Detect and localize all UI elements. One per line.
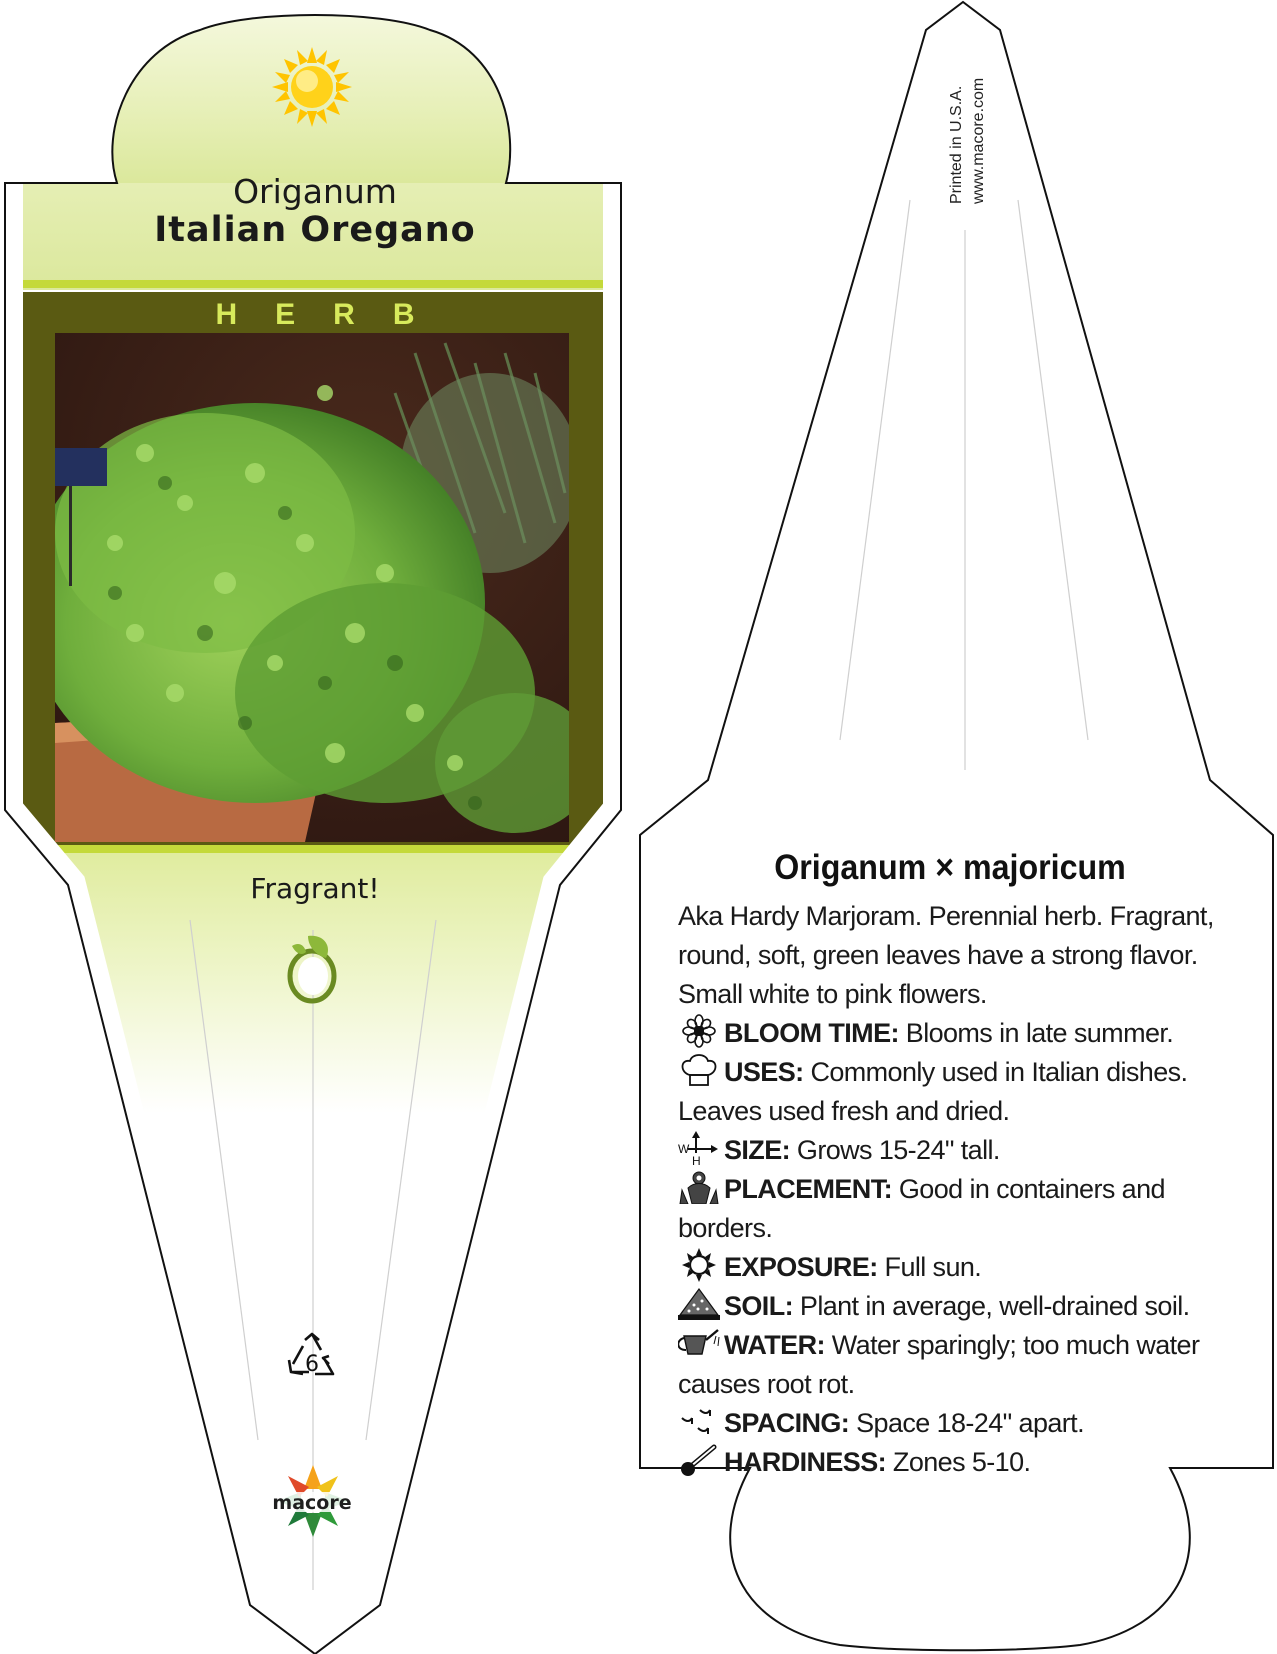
edible-herb-icon <box>284 932 344 1004</box>
feature-text: Grows 15-24" tall. <box>796 1135 1000 1165</box>
watering-can-icon <box>678 1326 720 1360</box>
printed-credit <box>946 78 990 204</box>
feature-exposure <box>678 1248 1244 1287</box>
size-icon <box>678 1131 720 1165</box>
feature-text: Zones 5-10. <box>892 1447 1031 1477</box>
printed-in-usa: Printed in U.S.A. <box>948 85 965 204</box>
feature-label: SPACING: <box>724 1408 850 1438</box>
plant-tagline: Fragrant! <box>250 872 380 905</box>
plant-genus: Origanum <box>233 172 397 211</box>
website-url: www.macore.com <box>970 77 987 204</box>
feature-label: PLACEMENT: <box>724 1174 892 1204</box>
feature-label: BLOOM TIME: <box>724 1018 899 1048</box>
feature-label: SOIL: <box>724 1291 793 1321</box>
size-height-letter: H <box>692 1154 701 1165</box>
feature-soil <box>678 1287 1244 1326</box>
feature-text: Water sparingly; too much water causes root rot. <box>678 1330 1200 1399</box>
feature-size <box>678 1131 1244 1170</box>
feature-text: Good in containers and borders. <box>678 1174 1165 1243</box>
feature-text: Plant in average, well-drained soil. <box>799 1291 1190 1321</box>
feature-bloom-time <box>678 1014 1244 1053</box>
flower-icon <box>678 1014 720 1048</box>
feature-hardiness <box>678 1443 1244 1482</box>
feature-spacing <box>678 1404 1244 1443</box>
feature-label: HARDINESS: <box>724 1447 887 1477</box>
feature-label: USES: <box>724 1057 804 1087</box>
care-info <box>678 897 1244 1482</box>
feature-text: Full sun. <box>884 1252 982 1282</box>
feature-label: WATER: <box>724 1330 825 1360</box>
feature-water <box>678 1326 1244 1404</box>
plant-common-name: Italian Oregano <box>154 210 476 250</box>
chef-hat-icon <box>678 1053 720 1087</box>
brand-logo-text: macore <box>272 1492 352 1514</box>
feature-text: Space 18-24" apart. <box>856 1408 1084 1438</box>
feature-text: Commonly used in Italian dishes. Leaves used fresh and dried. <box>678 1057 1188 1126</box>
plant-description: Aka Hardy Marjoram. Perennial herb. Fragrant, round, soft, green leaves have a strong flavor. Small white to pink flowers. <box>678 901 1214 1009</box>
seedling-icon <box>678 1404 720 1438</box>
size-width-letter: W <box>678 1142 689 1156</box>
plant-photo <box>55 333 569 842</box>
sun-icon <box>678 1248 720 1282</box>
recycle-number: 6 <box>305 1352 319 1377</box>
feature-placement <box>678 1170 1244 1248</box>
thermometer-icon <box>678 1443 720 1477</box>
feature-label: SIZE: <box>724 1135 791 1165</box>
placement-icon <box>678 1170 720 1204</box>
feature-label: EXPOSURE: <box>724 1252 878 1282</box>
plant-category: HERB <box>215 298 453 331</box>
botanical-name: Origanum × majoricum <box>774 848 1126 887</box>
soil-icon <box>678 1287 720 1321</box>
full-sun-icon <box>270 45 354 129</box>
feature-uses <box>678 1053 1244 1131</box>
feature-text: Blooms in late summer. <box>905 1018 1174 1048</box>
